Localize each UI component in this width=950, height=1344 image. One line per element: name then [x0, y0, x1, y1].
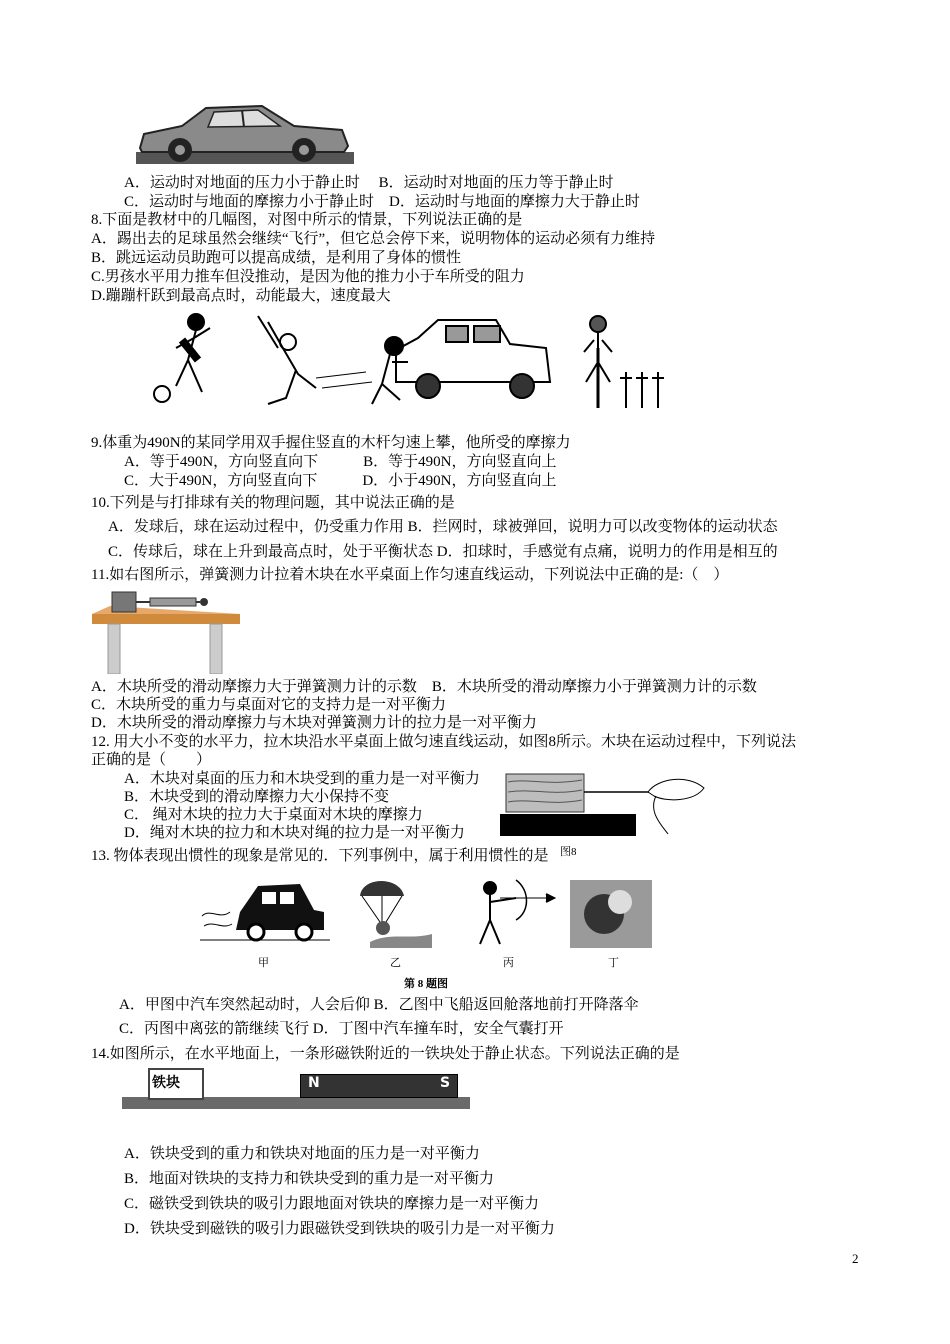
q8-stem: 8.下面是教材中的几幅图，对图中所示的情景，下列说法正确的是 — [91, 212, 523, 228]
q8-option-d: D.蹦蹦杆跃到最高点时，动能最大，速度最大 — [91, 288, 391, 304]
q14-option-c: C．磁铁受到铁块的吸引力跟地面对铁块的摩擦力是一对平衡力 — [124, 1196, 540, 1212]
q8-option-b: B．跳远运动员助跑可以提高成绩，是利用了身体的惯性 — [91, 250, 462, 266]
q9-stem: 9.体重为490N的某同学用双手握住竖直的木杆匀速上攀，他所受的摩擦力 — [91, 435, 571, 451]
q13-figures — [200, 872, 656, 948]
magnet-s-pole: S — [440, 1075, 451, 1091]
q13-options-cd: C．丙图中离弦的箭继续飞行 D．丁图中汽车撞车时，安全气囊打开 — [119, 1021, 564, 1037]
pogo-stick-illustration — [584, 316, 664, 408]
q8-figures — [146, 308, 681, 420]
iron-block-label: 铁块 — [152, 1075, 180, 1091]
q11-option-c: C．木块所受的重力与桌面对它的支持力是一对平衡力 — [91, 697, 447, 713]
q12-figure-label: 图8 — [560, 846, 577, 858]
q12-stem-line1: 12. 用大小不变的水平力，拉木块沿水平桌面上做匀速直线运动，如图8所示。木块在运动过程中，下列说法 — [91, 734, 797, 750]
q9-options-ab: A．等于490N，方向竖直向下 B．等于490N，方向竖直向上 — [124, 454, 557, 470]
car-start-illustration — [200, 884, 330, 940]
q7-options-ab: A．运动时对地面的压力小于静止时 B．运动时对地面的压力等于静止时 — [124, 175, 614, 191]
q12-option-c: C． 绳对木块的拉力大于桌面对木块的摩擦力 — [124, 807, 423, 823]
archer-illustration — [480, 880, 554, 944]
bar-magnet — [300, 1074, 458, 1098]
car-crash-airbag-illustration — [570, 880, 652, 948]
q11-stem: 11.如右图所示，弹簧测力计拉着木块在水平桌面上作匀速直线运动，下列说法中正确的是:（ ） — [91, 567, 729, 583]
q9-options-cd: C．大于490N，方向竖直向下 D．小于490N，方向竖直向上 — [124, 473, 557, 489]
q8-option-c: C.男孩水平用力推车但没推动，是因为他的推力小于车所受的阻力 — [91, 269, 525, 285]
pulled-block-figure — [498, 768, 712, 840]
long-jumper-illustration — [258, 316, 372, 404]
magnet-iron-figure — [122, 1066, 470, 1116]
q12-stem-line2: 正确的是（ ） — [91, 752, 212, 768]
q13-options-ab: A．甲图中汽车突然起动时，人会后仰 B．乙图中飞船返回舱落地前打开降落伞 — [119, 997, 639, 1013]
magnet-n-pole: N — [308, 1075, 320, 1091]
q14-option-b: B．地面对铁块的支持力和铁块受到的重力是一对平衡力 — [124, 1171, 495, 1187]
q7-options-cd: C．运动时与地面的摩擦力小于静止时 D．运动时与地面的摩擦力大于静止时 — [124, 194, 640, 210]
q14-stem: 14.如图所示，在水平地面上，一条形磁铁附近的一铁块处于静止状态。下列说法正确的是 — [91, 1046, 680, 1062]
page-number: 2 — [852, 1251, 859, 1266]
parachute-illustration — [360, 881, 432, 948]
q13-label-bing: 丙 — [503, 957, 514, 969]
q13-label-jia: 甲 — [258, 957, 269, 969]
q11-option-d: D．木块所受的滑动摩擦力与木块对弹簧测力计的拉力是一对平衡力 — [91, 715, 537, 731]
q13-label-yi: 乙 — [390, 957, 401, 969]
q10-options-cd: C．传球后，球在上升到最高点时，处于平衡状态 D．扣球时，手感觉有点痛，说明力的作用是相互的 — [108, 544, 778, 560]
boy-pushing-car-illustration — [372, 320, 550, 404]
q13-stem: 13. 物体表现出惯性的现象是常见的．下列事例中，属于利用惯性的是 — [91, 848, 549, 864]
car-figure — [134, 100, 356, 166]
q8-option-a: A．踢出去的足球虽然会继续“飞行”，但它总会停下来，说明物体的运动必须有力维持 — [91, 231, 656, 247]
q14-option-d: D．铁块受到磁铁的吸引力跟磁铁受到铁块的吸引力是一对平衡力 — [124, 1221, 555, 1237]
q10-options-ab: A．发球后，球在运动过程中，仍受重力作用 B．拦网时，球被弹回，说明力可以改变物体的运动状态 — [108, 519, 778, 535]
soccer-player-illustration — [154, 314, 210, 402]
q12-option-b: B．木块受到的滑动摩擦力大小保持不变 — [124, 789, 390, 805]
q10-stem: 10.下列是与打排球有关的物理问题，其中说法正确的是 — [91, 495, 455, 511]
q13-label-ding: 丁 — [608, 957, 619, 969]
table-spring-scale-figure — [90, 588, 244, 674]
q12-option-a: A．木块对桌面的压力和木块受到的重力是一对平衡力 — [124, 771, 480, 787]
q14-option-a: A．铁块受到的重力和铁块对地面的压力是一对平衡力 — [124, 1146, 480, 1162]
q11-options-ab: A．木块所受的滑动摩擦力大于弹簧测力计的示数 B．木块所受的滑动摩擦力小于弹簧测力计的示数 — [91, 679, 757, 695]
q13-figure-caption: 第 8 题图 — [404, 978, 448, 990]
q12-option-d: D．绳对木块的拉力和木块对绳的拉力是一对平衡力 — [124, 825, 465, 841]
